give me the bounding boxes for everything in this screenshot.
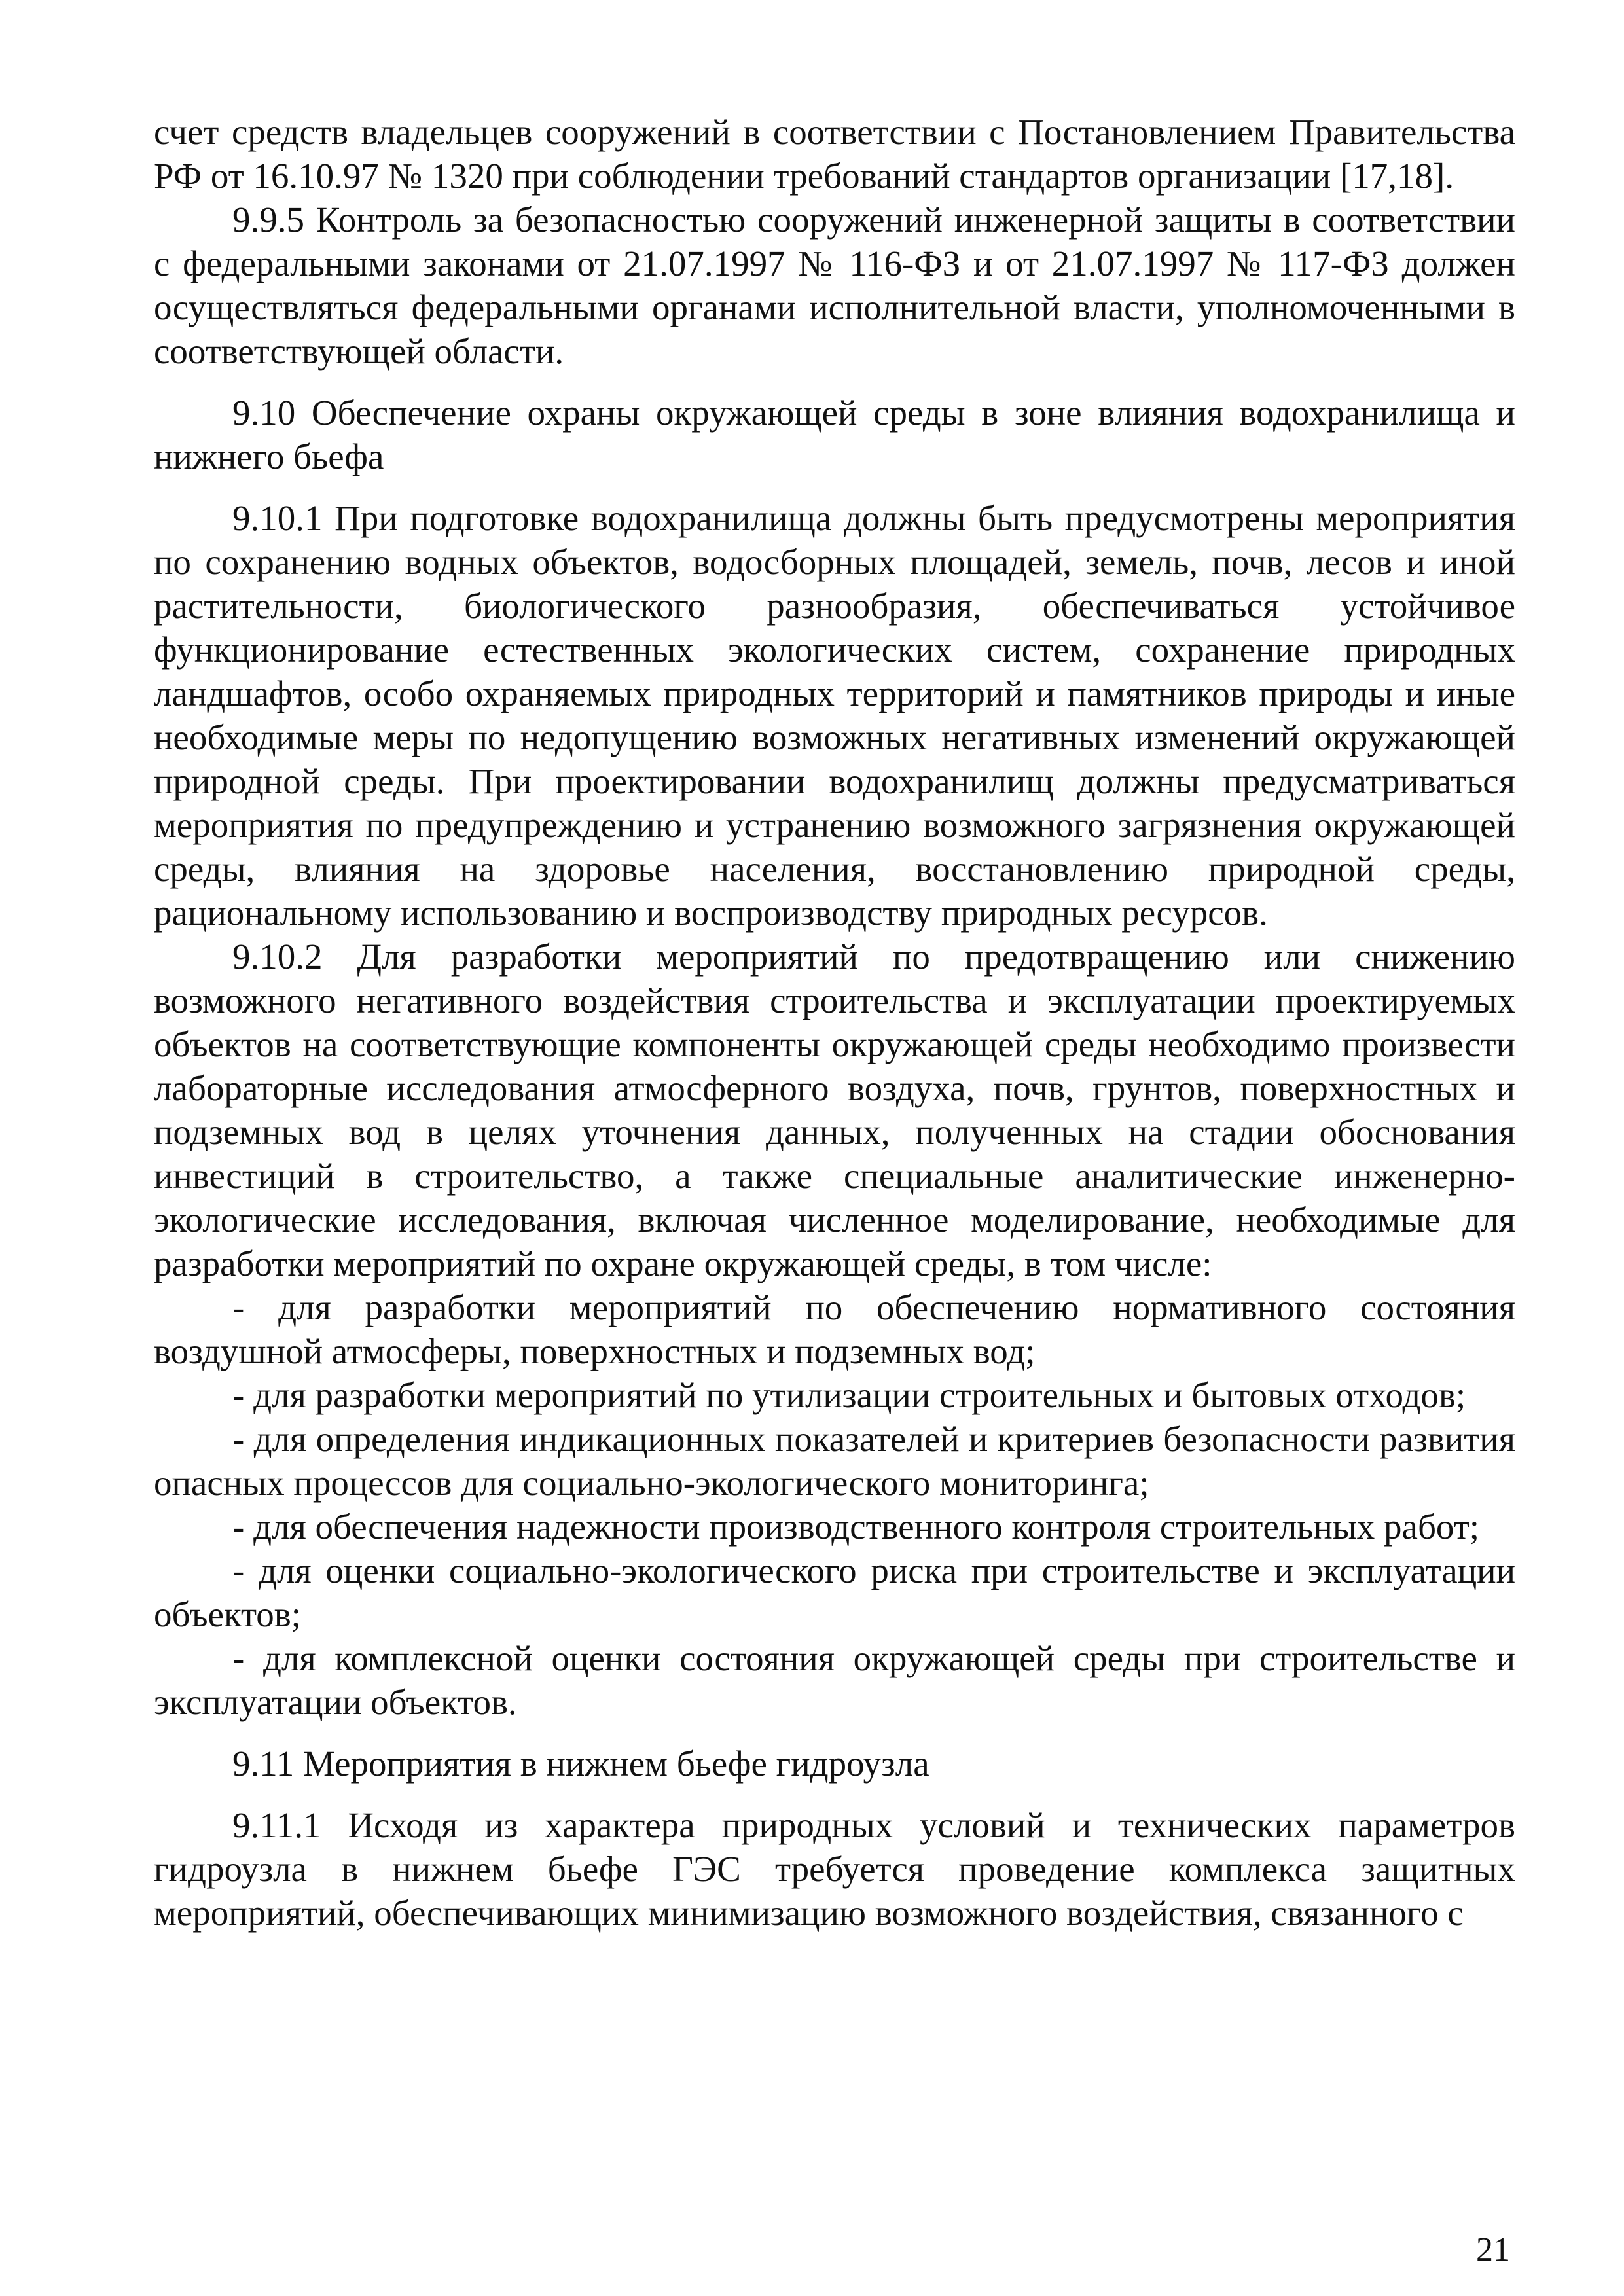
paragraph-9-10-2: 9.10.2 Для разработки мероприятий по предотвращению или снижению возможного негативного воздействия строительства и эксплуатации проектируемых объектов на соответствующие компоненты окружающей среды необходимо произвести лабораторные исследования атмосферного воздуха, почв, грунтов, поверхностных и подземных вод в целях уточнения данных, полученных на стадии обоснования инвестиций в строительство, а также специальные аналитические инженерно-экологические исследования, включая численное моделирование, необходимые для разработки мероприятий по охране окружающей среды, в том числе: — [154, 937, 1515, 1283]
list-item: - для комплексной оценки состояния окружающей среды при строительстве и эксплуатации объектов. — [154, 1638, 1515, 1722]
paragraph-9-9-5: 9.9.5 Контроль за безопасностью сооружений инженерной защиты в соответствии с федеральными законами от 21.07.1997 № 116-ФЗ и от 21.07.1997 № 117-ФЗ должен осуществляться федеральными органами исполнительной власти, уполномоченными в соответствующей области. — [154, 200, 1515, 371]
list-item: - для разработки мероприятий по обеспечению нормативного состояния воздушной атмосферы, поверхностных и подземных вод; — [154, 1287, 1515, 1371]
list-item: - для обеспечения надежности производственного контроля строительных работ; — [232, 1507, 1480, 1547]
paragraph-9-10-1: 9.10.1 При подготовке водохранилища должны быть предусмотрены мероприятия по сохранению водных объектов, водосборных площадей, земель, почв, лесов и иной растительности, биологического разнообразия, обеспечиваться устойчивое функционирование естественных экологических систем, сохранение природных ландшафтов, особо охраняемых природных территорий и памятников природы и иные необходимые меры по недопущению возможных негативных изменений окружающей природной среды. При проектировании водохранилищ должны предусматриваться мероприятия по предупреждению и устранению возможного загрязнения окружающей среды, влияния на здоровье населения, восстановлению природной среды, рациональному использованию и воспроизводству природных ресурсов. — [154, 498, 1515, 933]
page-body — [154, 110, 1515, 1935]
page-number: 21 — [1476, 2231, 1510, 2269]
list-item: - для определения индикационных показателей и критериев безопасности развития опасных процессов для социально-экологического мониторинга; — [154, 1419, 1515, 1503]
list-item: - для разработки мероприятий по утилизации строительных и бытовых отходов; — [232, 1375, 1466, 1415]
section-heading-9-11: 9.11 Мероприятия в нижнем бьефе гидроузла — [232, 1744, 929, 1784]
paragraph-continuation: счет средств владельцев сооружений в соответствии с Постановлением Правительства РФ от 16.10.97 № 1320 при соблюдении требований стандартов организации [17,18]. — [154, 112, 1515, 196]
list-item: - для оценки социально-экологического риска при строительстве и эксплуатации объектов; — [154, 1551, 1515, 1634]
paragraph-9-11-1: 9.11.1 Исходя из характера природных условий и технических параметров гидроузла в нижнем бьефе ГЭС требуется проведение комплекса защитных мероприятий, обеспечивающих минимизацию возможного воздействия, связанного с — [154, 1805, 1515, 1933]
section-heading-9-10: 9.10 Обеспечение охраны окружающей среды в зоне влияния водохранилища и нижнего бьефа — [154, 393, 1515, 476]
